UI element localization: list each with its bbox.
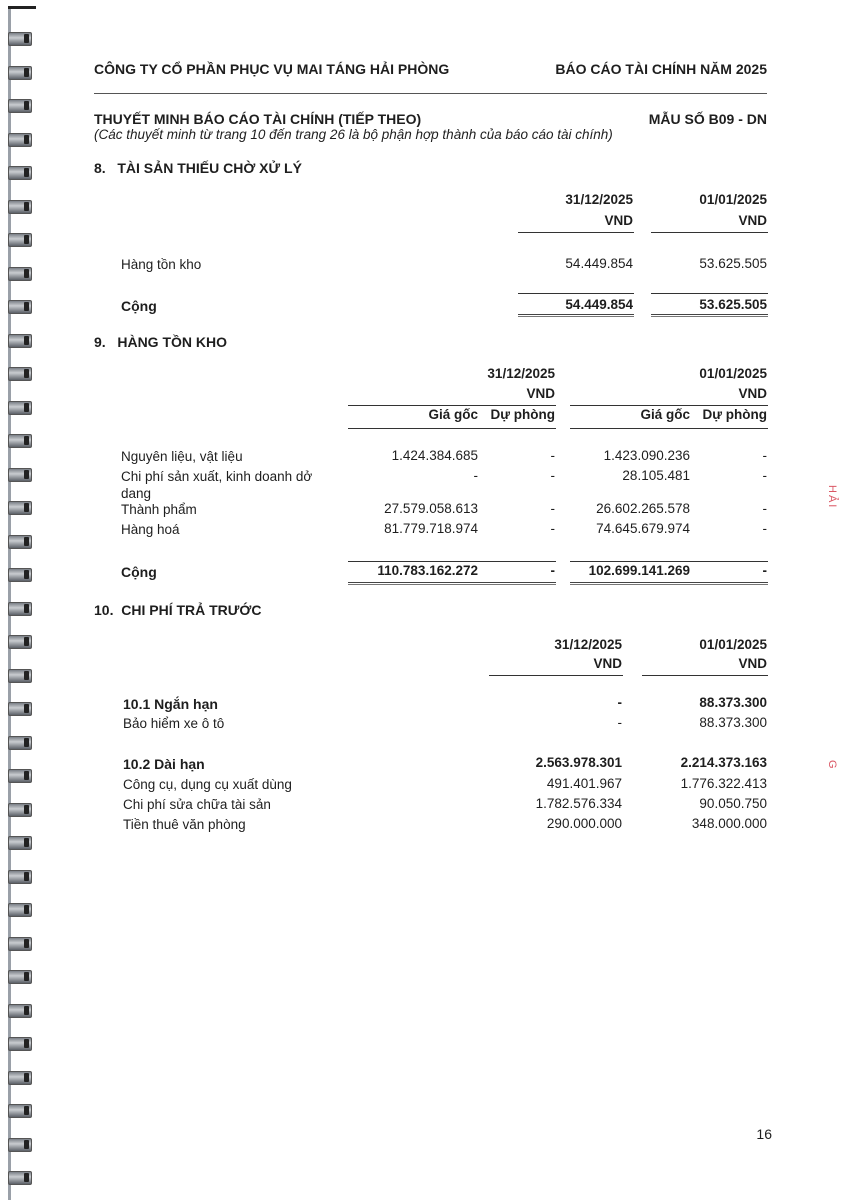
total-double-underline bbox=[518, 314, 634, 317]
sub-header-provision: Dự phòng bbox=[490, 407, 555, 422]
notes-title: THUYẾT MINH BÁO CÁO TÀI CHÍNH (TIẾP THEO) bbox=[94, 111, 422, 127]
row-value: 290.000.000 bbox=[546, 816, 622, 831]
total-double-underline bbox=[570, 582, 768, 585]
form-code: MẪU SỐ B09 - DN bbox=[648, 111, 767, 127]
binding-ring bbox=[8, 568, 32, 582]
total-overline bbox=[348, 561, 556, 562]
binding-ring bbox=[8, 635, 32, 649]
binding-ring bbox=[8, 233, 32, 247]
row-value: - bbox=[473, 468, 478, 483]
row-value: 348.000.000 bbox=[691, 816, 767, 831]
col-unit: VND bbox=[526, 386, 555, 401]
spiral-binding bbox=[0, 0, 42, 1200]
col-unit: VND bbox=[738, 213, 767, 228]
binding-ring bbox=[8, 769, 32, 783]
page-number: 16 bbox=[756, 1126, 772, 1142]
row-value: 1.782.576.334 bbox=[535, 796, 622, 811]
row-label: Tiền thuê văn phòng bbox=[123, 817, 246, 832]
binding-ring bbox=[8, 166, 32, 180]
binding-ring bbox=[8, 334, 32, 348]
binding-ring bbox=[8, 1071, 32, 1085]
header-underline bbox=[489, 675, 623, 676]
total-overline bbox=[518, 293, 634, 294]
subsection-label: 10.2 Dài hạn bbox=[123, 756, 205, 772]
binding-ring bbox=[8, 669, 32, 683]
row-label: Hàng tồn kho bbox=[121, 257, 202, 272]
total-value: 110.783.162.272 bbox=[377, 563, 478, 578]
sub-header-provision: Dự phòng bbox=[702, 407, 767, 422]
row-value: 1.424.384.685 bbox=[391, 448, 478, 463]
col-date: 01/01/2025 bbox=[699, 192, 767, 207]
binding-ring bbox=[8, 903, 32, 917]
binding-ring bbox=[8, 133, 32, 147]
binding-ring bbox=[8, 1004, 32, 1018]
binding-ring bbox=[8, 66, 32, 80]
col-date: 01/01/2025 bbox=[699, 637, 767, 652]
binding-ring bbox=[8, 99, 32, 113]
binding-corner bbox=[8, 6, 36, 9]
binding-ring bbox=[8, 1104, 32, 1118]
stamp-fragment: HẢI bbox=[826, 485, 838, 510]
row-value: - bbox=[762, 521, 767, 536]
header-underline bbox=[518, 232, 634, 233]
header-divider bbox=[94, 93, 767, 94]
binding-ring bbox=[8, 836, 32, 850]
row-value: 81.779.718.974 bbox=[384, 521, 478, 536]
total-label: Cộng bbox=[121, 564, 157, 580]
binding-ring bbox=[8, 736, 32, 750]
row-value: 28.105.481 bbox=[622, 468, 690, 483]
total-overline bbox=[651, 293, 768, 294]
binding-ring bbox=[8, 367, 32, 381]
section-10-title: 10. CHI PHÍ TRẢ TRƯỚC bbox=[94, 602, 262, 618]
binding-ring bbox=[8, 1037, 32, 1051]
row-label: Bảo hiểm xe ô tô bbox=[123, 716, 225, 731]
total-label: Cộng bbox=[121, 298, 157, 314]
section-9-title: 9. HÀNG TỒN KHO bbox=[94, 334, 228, 350]
row-value: 27.579.058.613 bbox=[384, 501, 478, 516]
binding-ring bbox=[8, 602, 32, 616]
row-value: 1.423.090.236 bbox=[603, 448, 690, 463]
col-unit: VND bbox=[738, 656, 767, 671]
subsection-value: 88.373.300 bbox=[699, 695, 767, 710]
binding-ring bbox=[8, 401, 32, 415]
header-underline bbox=[642, 675, 768, 676]
row-value: - bbox=[550, 448, 555, 463]
row-value: 491.401.967 bbox=[546, 776, 622, 791]
stamp-fragment: G bbox=[826, 760, 838, 771]
row-value: 26.602.265.578 bbox=[596, 501, 690, 516]
binding-ring bbox=[8, 200, 32, 214]
binding-ring bbox=[8, 267, 32, 281]
row-label-continued: dang bbox=[121, 486, 152, 501]
header-underline bbox=[348, 405, 556, 406]
row-value: 88.373.300 bbox=[699, 715, 767, 730]
binding-ring bbox=[8, 1138, 32, 1152]
row-value: 53.625.505 bbox=[699, 256, 767, 271]
col-date: 31/12/2025 bbox=[487, 366, 555, 381]
row-value: - bbox=[617, 715, 622, 730]
row-value: 54.449.854 bbox=[565, 256, 633, 271]
col-date: 31/12/2025 bbox=[554, 637, 622, 652]
section-8-title: 8. TÀI SẢN THIẾU CHỜ XỬ LÝ bbox=[94, 160, 302, 176]
binding-ring bbox=[8, 970, 32, 984]
total-value: 54.449.854 bbox=[565, 297, 633, 312]
col-unit: VND bbox=[593, 656, 622, 671]
binding-ring bbox=[8, 937, 32, 951]
subsection-value: - bbox=[617, 695, 622, 710]
total-overline bbox=[570, 561, 768, 562]
row-label: Nguyên liệu, vật liệu bbox=[121, 449, 243, 464]
binding-ring bbox=[8, 300, 32, 314]
company-name: CÔNG TY CỔ PHẦN PHỤC VỤ MAI TÁNG HẢI PHÒNG bbox=[94, 61, 450, 77]
row-value: 90.050.750 bbox=[699, 796, 767, 811]
notes-subtitle: (Các thuyết minh từ trang 10 đến trang 26 là bộ phận hợp thành của báo cáo tài chính) bbox=[94, 127, 613, 142]
row-label: Công cụ, dụng cụ xuất dùng bbox=[123, 777, 292, 792]
binding-ring bbox=[8, 803, 32, 817]
row-label: Chi phí sửa chữa tài sản bbox=[123, 797, 271, 812]
subsection-label: 10.1 Ngắn hạn bbox=[123, 696, 218, 712]
row-label: Hàng hoá bbox=[121, 522, 180, 537]
row-value: - bbox=[762, 448, 767, 463]
binding-ring bbox=[8, 468, 32, 482]
row-label: Thành phẩm bbox=[121, 502, 197, 517]
col-date: 31/12/2025 bbox=[565, 192, 633, 207]
total-value: - bbox=[550, 563, 555, 578]
subsection-value: 2.214.373.163 bbox=[680, 755, 767, 770]
row-value: 74.645.679.974 bbox=[596, 521, 690, 536]
col-unit: VND bbox=[604, 213, 633, 228]
total-double-underline bbox=[348, 582, 556, 585]
binding-ring bbox=[8, 1171, 32, 1185]
total-value: 53.625.505 bbox=[699, 297, 767, 312]
binding-ring bbox=[8, 535, 32, 549]
header-underline bbox=[651, 232, 768, 233]
row-value: - bbox=[550, 501, 555, 516]
row-value: 1.776.322.413 bbox=[680, 776, 767, 791]
total-double-underline bbox=[651, 314, 768, 317]
total-value: 102.699.141.269 bbox=[588, 563, 690, 578]
binding-ring bbox=[8, 434, 32, 448]
col-date: 01/01/2025 bbox=[699, 366, 767, 381]
row-value: - bbox=[762, 468, 767, 483]
row-label: Chi phí sản xuất, kinh doanh dở bbox=[121, 469, 313, 484]
binding-ring bbox=[8, 501, 32, 515]
subsection-value: 2.563.978.301 bbox=[535, 755, 622, 770]
sub-header-underline bbox=[570, 428, 768, 429]
sub-header-cost: Giá gốc bbox=[640, 407, 690, 422]
total-value: - bbox=[762, 563, 767, 578]
report-title: BÁO CÁO TÀI CHÍNH NĂM 2025 bbox=[555, 61, 767, 77]
binding-ring bbox=[8, 702, 32, 716]
row-value: - bbox=[550, 468, 555, 483]
binding-ring bbox=[8, 870, 32, 884]
row-value: - bbox=[550, 521, 555, 536]
header-underline bbox=[570, 405, 768, 406]
row-value: - bbox=[762, 501, 767, 516]
binding-ring bbox=[8, 32, 32, 46]
col-unit: VND bbox=[738, 386, 767, 401]
sub-header-underline bbox=[348, 428, 556, 429]
sub-header-cost: Giá gốc bbox=[428, 407, 478, 422]
